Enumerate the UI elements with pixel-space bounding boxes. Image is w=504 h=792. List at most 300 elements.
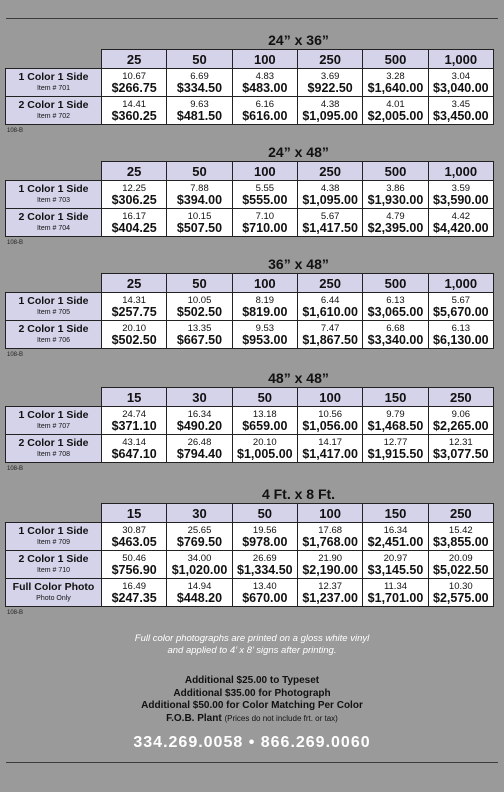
unit-price: 10.05	[187, 294, 212, 306]
total-price: $481.50	[176, 108, 223, 123]
unit-price: 10.67	[122, 70, 147, 82]
size-title: 24” x 48”	[268, 144, 329, 160]
size-title: 36” x 48”	[268, 256, 329, 272]
unit-price: 19.56	[252, 524, 277, 536]
total-price: $394.00	[176, 192, 223, 207]
unit-price: 6.16	[255, 98, 275, 110]
unit-price: 4.01	[386, 98, 405, 110]
item-number: Item # 709	[36, 538, 71, 546]
price-cell	[363, 69, 428, 97]
unit-price: 9.63	[190, 98, 209, 110]
price-cell	[363, 435, 428, 463]
total-price: $1,915.50	[367, 446, 424, 461]
total-price: $3,145.50	[367, 562, 424, 577]
unit-price: 9.79	[386, 408, 405, 420]
total-price: $490.20	[176, 418, 223, 433]
unit-price: 10.30	[448, 580, 473, 592]
quantity-header: 30	[167, 388, 232, 407]
price-cell	[363, 551, 428, 579]
quantity-header: 50	[167, 50, 232, 69]
price-section	[5, 486, 494, 616]
total-price: $2,005.00	[367, 108, 424, 123]
unit-price: 21.90	[318, 552, 343, 564]
quantity-header: 25	[102, 50, 167, 69]
total-price: $266.75	[111, 80, 157, 95]
bottom-rule	[6, 762, 498, 763]
price-cell	[167, 209, 232, 237]
unit-price: 6.13	[451, 322, 471, 334]
price-cell	[102, 407, 167, 435]
item-number: Item # 706	[36, 336, 71, 344]
price-cell	[232, 407, 297, 435]
unit-price: 20.10	[122, 322, 147, 334]
quantity-header: 100	[297, 388, 362, 407]
total-price: $978.00	[242, 534, 288, 549]
quantity-header: 1,000	[428, 162, 493, 181]
price-cell	[428, 551, 493, 579]
total-price: $502.50	[176, 304, 223, 319]
total-price: $1,237.00	[302, 590, 358, 605]
price-cell	[363, 321, 428, 349]
quantity-header: 25	[102, 162, 167, 181]
price-cell	[232, 523, 297, 551]
total-price: $555.00	[242, 192, 288, 207]
total-price: $3,590.00	[433, 192, 489, 207]
price-cell	[297, 97, 362, 125]
quantity-header: 100	[297, 504, 362, 523]
unit-price: 7.88	[190, 182, 209, 194]
unit-price: 15.42	[448, 524, 473, 536]
quantity-header: 150	[363, 504, 428, 523]
price-cell	[167, 97, 232, 125]
total-price: $1,095.00	[302, 192, 358, 207]
item-number: Item # 704	[36, 224, 71, 232]
price-cell	[428, 407, 493, 435]
print-option: 2 Color 1 Side	[18, 436, 89, 449]
total-price: $2,395.00	[367, 220, 424, 235]
unit-price: 3.45	[451, 98, 471, 110]
row-label	[6, 407, 102, 435]
price-row	[6, 551, 494, 579]
total-price: $819.00	[242, 304, 288, 319]
price-row	[6, 69, 494, 97]
quantity-header: 250	[297, 162, 362, 181]
price-cell	[232, 209, 297, 237]
print-option: 1 Color 1 Side	[18, 182, 89, 195]
unit-price: 25.65	[187, 524, 212, 536]
print-option: 2 Color 1 Side	[18, 552, 89, 565]
price-cell	[428, 97, 493, 125]
price-cell	[297, 293, 362, 321]
quantity-header: 500	[363, 274, 428, 293]
total-price: $334.50	[176, 80, 223, 95]
photo-note	[0, 633, 504, 657]
price-section	[5, 32, 494, 134]
fob-note: (Prices do not include frt. or tax)	[224, 713, 338, 723]
phone-numbers: 334.269.0058 • 866.269.0060	[133, 734, 371, 751]
unit-price: 16.34	[187, 408, 212, 420]
total-price: $1,930.00	[367, 192, 424, 207]
unit-price: 34.00	[187, 552, 212, 564]
item-number: Item # 705	[36, 308, 71, 316]
item-number: Photo Only	[36, 594, 71, 602]
item-number: Item # 710	[36, 566, 71, 574]
price-cell	[167, 293, 232, 321]
total-price: $2,451.00	[367, 534, 424, 549]
unit-price: 4.42	[451, 210, 471, 222]
unit-price: 5.67	[451, 294, 471, 306]
total-price: $1,417.00	[302, 446, 358, 461]
price-cell	[102, 209, 167, 237]
unit-price: 6.13	[386, 294, 405, 306]
price-cell	[428, 293, 493, 321]
typeset-fee: Additional $25.00 to Typeset	[184, 675, 320, 686]
unit-price: 20.09	[448, 552, 473, 564]
row-label	[6, 551, 102, 579]
price-cell	[297, 209, 362, 237]
quantity-header: 100	[232, 50, 297, 69]
item-number: Item # 708	[36, 450, 71, 458]
total-price: $463.05	[111, 534, 157, 549]
price-table	[5, 387, 494, 463]
unit-price: 12.77	[383, 436, 408, 448]
total-price: $360.25	[111, 108, 157, 123]
section-code: 108-B	[7, 240, 24, 246]
unit-price: 7.47	[320, 322, 340, 334]
total-price: $1,701.00	[367, 590, 424, 605]
price-table	[5, 49, 494, 125]
unit-price: 13.18	[252, 408, 277, 420]
unit-price: 6.44	[320, 294, 340, 306]
unit-price: 4.38	[320, 98, 340, 110]
unit-price: 13.40	[252, 580, 277, 592]
row-label	[6, 97, 102, 125]
unit-price: 14.41	[122, 98, 147, 110]
total-price: $769.50	[176, 534, 223, 549]
price-cell	[102, 579, 167, 607]
total-price: $1,417.50	[302, 220, 358, 235]
total-price: $2,190.00	[302, 562, 358, 577]
price-cell	[363, 181, 428, 209]
print-option: 1 Color 1 Side	[18, 524, 89, 537]
quantity-header-row	[6, 388, 494, 407]
price-cell	[232, 435, 297, 463]
unit-price: 4.79	[386, 210, 405, 222]
price-cell	[232, 551, 297, 579]
quantity-header: 50	[167, 162, 232, 181]
unit-price: 20.10	[252, 436, 277, 448]
quantity-header: 150	[363, 388, 428, 407]
unit-price: 6.68	[386, 322, 405, 334]
total-price: $2,265.00	[433, 418, 489, 433]
unit-price: 17.68	[318, 524, 343, 536]
print-option: 1 Color 1 Side	[18, 70, 89, 83]
top-rule	[6, 18, 498, 19]
total-price: $3,040.00	[433, 80, 489, 95]
row-label	[6, 293, 102, 321]
unit-price: 12.25	[122, 182, 147, 194]
unit-price: 50.46	[122, 552, 147, 564]
unit-price: 9.53	[255, 322, 275, 334]
quantity-header: 15	[102, 504, 167, 523]
fob-line	[0, 713, 504, 726]
total-price: $6,130.00	[433, 332, 489, 347]
quantity-header: 250	[428, 504, 493, 523]
unit-price: 12.31	[448, 436, 473, 448]
quantity-header: 25	[102, 274, 167, 293]
price-cell	[167, 523, 232, 551]
header-blank	[6, 50, 102, 69]
unit-price: 30.87	[122, 524, 147, 536]
total-price: $616.00	[242, 108, 288, 123]
unit-price: 20.97	[383, 552, 408, 564]
unit-price: 3.69	[320, 70, 340, 82]
price-row	[6, 97, 494, 125]
price-cell	[297, 321, 362, 349]
quantity-header: 50	[232, 504, 297, 523]
price-cell	[102, 551, 167, 579]
quantity-header-row	[6, 504, 494, 523]
price-row	[6, 181, 494, 209]
unit-price: 5.55	[255, 182, 275, 194]
fob-label: F.O.B. Plant	[166, 712, 222, 724]
row-label	[6, 321, 102, 349]
price-cell	[102, 435, 167, 463]
total-price: $3,855.00	[433, 534, 489, 549]
unit-price: 4.38	[320, 182, 340, 194]
quantity-header-row	[6, 50, 494, 69]
quantity-header: 250	[428, 388, 493, 407]
item-number: Item # 701	[36, 84, 71, 92]
price-cell	[167, 435, 232, 463]
unit-price: 14.17	[318, 436, 343, 448]
total-price: $1,095.00	[302, 108, 358, 123]
price-row	[6, 579, 494, 607]
price-cell	[167, 321, 232, 349]
total-price: $371.10	[111, 418, 157, 433]
print-option: 1 Color 1 Side	[18, 294, 89, 307]
photo-note-line-2: and applied to 4’ x 8’ signs after printing.	[167, 645, 337, 656]
header-blank	[6, 504, 102, 523]
price-cell	[102, 523, 167, 551]
total-price: $3,340.00	[367, 332, 424, 347]
quantity-header: 100	[232, 162, 297, 181]
price-cell	[232, 181, 297, 209]
total-price: $667.50	[176, 332, 223, 347]
total-price: $1,867.50	[302, 332, 358, 347]
quantity-header: 500	[363, 50, 428, 69]
total-price: $1,640.00	[367, 80, 424, 95]
unit-price: 6.69	[190, 70, 209, 82]
price-cell	[363, 293, 428, 321]
unit-price: 26.48	[187, 436, 212, 448]
unit-price: 3.86	[386, 182, 405, 194]
row-label	[6, 181, 102, 209]
unit-price: 3.28	[386, 70, 405, 82]
price-cell	[428, 321, 493, 349]
total-price: $3,065.00	[367, 304, 424, 319]
unit-price: 3.59	[451, 182, 471, 194]
section-code: 108-B	[7, 466, 24, 472]
price-cell	[167, 407, 232, 435]
total-price: $404.25	[111, 220, 157, 235]
price-cell	[232, 293, 297, 321]
row-label	[6, 69, 102, 97]
price-cell	[428, 579, 493, 607]
print-option: 2 Color 1 Side	[18, 98, 89, 111]
color-matching-fee: Additional $50.00 for Color Matching Per Color	[141, 700, 363, 711]
total-price: $1,768.00	[302, 534, 358, 549]
total-price: $922.50	[307, 80, 353, 95]
price-cell	[428, 435, 493, 463]
price-cell	[428, 69, 493, 97]
price-cell	[102, 181, 167, 209]
total-price: $4,420.00	[433, 220, 489, 235]
unit-price: 13.35	[187, 322, 212, 334]
row-label	[6, 209, 102, 237]
total-price: $1,005.00	[237, 446, 293, 461]
total-price: $448.20	[176, 590, 223, 605]
price-cell	[297, 407, 362, 435]
price-cell	[102, 293, 167, 321]
photo-note-line-1: Full color photographs are printed on a gloss white vinyl	[134, 633, 370, 644]
quantity-header: 50	[232, 388, 297, 407]
price-cell	[102, 321, 167, 349]
price-section	[5, 144, 494, 246]
total-price: $1,056.00	[302, 418, 358, 433]
total-price: $257.75	[111, 304, 157, 319]
print-option: 2 Color 1 Side	[18, 210, 89, 223]
unit-price: 14.94	[187, 580, 212, 592]
total-price: $507.50	[176, 220, 223, 235]
unit-price: 12.37	[318, 580, 343, 592]
quantity-header: 50	[167, 274, 232, 293]
price-cell	[428, 209, 493, 237]
price-cell	[363, 407, 428, 435]
price-row	[6, 523, 494, 551]
total-price: $5,670.00	[433, 304, 489, 319]
price-cell	[167, 69, 232, 97]
unit-price: 26.69	[252, 552, 277, 564]
quantity-header-row	[6, 162, 494, 181]
fees-block	[0, 675, 504, 725]
price-row	[6, 407, 494, 435]
total-price: $710.00	[242, 220, 288, 235]
total-price: $483.00	[242, 80, 288, 95]
row-label	[6, 579, 102, 607]
item-number: Item # 707	[36, 422, 71, 430]
unit-price: 11.34	[383, 580, 408, 592]
unit-price: 4.83	[255, 70, 275, 82]
quantity-header: 1,000	[428, 50, 493, 69]
size-title: 48” x 48”	[268, 370, 329, 386]
price-cell	[297, 69, 362, 97]
total-price: $2,575.00	[433, 590, 489, 605]
price-cell	[297, 579, 362, 607]
unit-price: 3.04	[451, 70, 471, 82]
price-table	[5, 503, 494, 607]
total-price: $1,020.00	[171, 562, 228, 577]
total-price: $247.35	[111, 590, 157, 605]
price-cell	[232, 69, 297, 97]
total-price: $953.00	[242, 332, 288, 347]
section-code: 108-B	[7, 352, 24, 358]
total-price: $756.90	[111, 562, 157, 577]
price-row	[6, 435, 494, 463]
unit-price: 43.14	[122, 436, 147, 448]
item-number: Item # 703	[36, 196, 71, 204]
photograph-fee: Additional $35.00 for Photograph	[173, 687, 331, 699]
unit-price: 10.56	[318, 408, 343, 420]
total-price: $5,022.50	[433, 562, 489, 577]
price-cell	[232, 321, 297, 349]
quantity-header: 500	[363, 162, 428, 181]
price-cell	[167, 579, 232, 607]
unit-price: 24.74	[122, 408, 147, 420]
quantity-header: 30	[167, 504, 232, 523]
unit-price: 16.49	[122, 580, 147, 592]
price-cell	[102, 97, 167, 125]
size-title: 24” x 36”	[268, 32, 329, 48]
header-blank	[6, 274, 102, 293]
quantity-header: 1,000	[428, 274, 493, 293]
unit-price: 5.67	[320, 210, 340, 222]
price-cell	[297, 551, 362, 579]
price-cell	[102, 69, 167, 97]
price-cell	[167, 551, 232, 579]
unit-price: 16.34	[383, 524, 408, 536]
total-price: $794.40	[176, 446, 223, 461]
quantity-header: 15	[102, 388, 167, 407]
price-cell	[428, 523, 493, 551]
price-row	[6, 293, 494, 321]
total-price: $3,450.00	[433, 108, 489, 123]
section-code: 108-B	[7, 610, 24, 616]
total-price: $502.50	[111, 332, 157, 347]
price-table	[5, 161, 494, 237]
price-cell	[167, 181, 232, 209]
price-row	[6, 209, 494, 237]
price-table	[5, 273, 494, 349]
item-number: Item # 702	[36, 112, 71, 120]
total-price: $647.10	[111, 446, 157, 461]
unit-price: 9.06	[451, 408, 471, 420]
price-cell	[232, 579, 297, 607]
total-price: $1,610.00	[302, 304, 358, 319]
price-cell	[232, 97, 297, 125]
price-cell	[363, 579, 428, 607]
price-cell	[297, 523, 362, 551]
total-price: $659.00	[242, 418, 288, 433]
unit-price: 7.10	[255, 210, 275, 222]
price-cell	[297, 181, 362, 209]
total-price: $1,468.50	[367, 418, 424, 433]
total-price: $3,077.50	[433, 446, 489, 461]
print-option: Full Color Photo	[12, 580, 95, 593]
total-price: $306.25	[111, 192, 157, 207]
price-cell	[297, 435, 362, 463]
total-price: $670.00	[242, 590, 288, 605]
total-price: $1,334.50	[237, 562, 293, 577]
quantity-header: 100	[232, 274, 297, 293]
size-title: 4 Ft. x 8 Ft.	[261, 486, 336, 502]
row-label	[6, 523, 102, 551]
price-section	[5, 370, 494, 472]
unit-price: 8.19	[255, 294, 275, 306]
quantity-header-row	[6, 274, 494, 293]
unit-price: 14.31	[122, 294, 147, 306]
section-code: 108-B	[7, 128, 24, 134]
